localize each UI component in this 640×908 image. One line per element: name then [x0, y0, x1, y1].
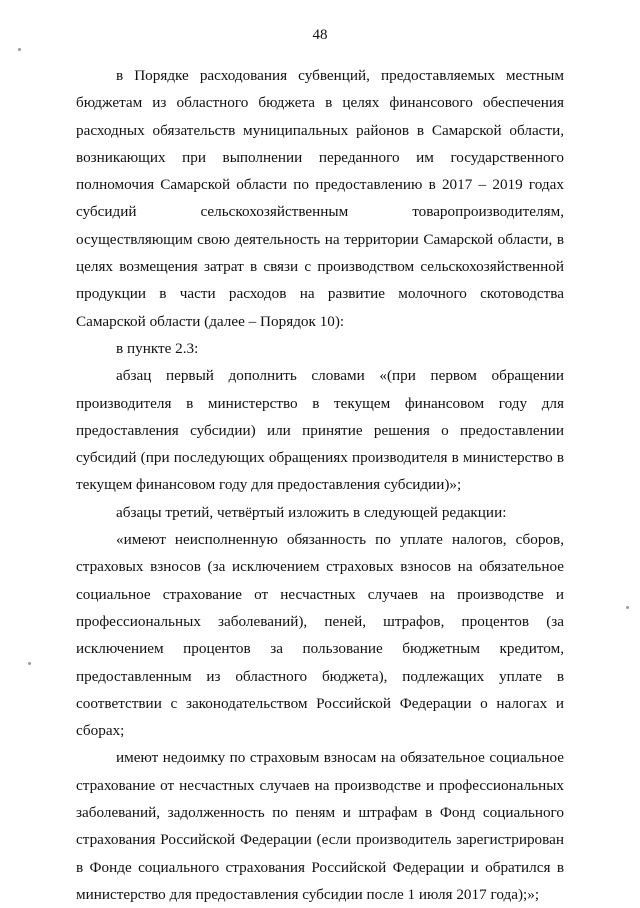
paragraph-abzacy-tretii-chetvertyi: абзацы третий, четвёртый изложить в следующей редакции: — [116, 503, 507, 521]
scan-speck — [626, 606, 629, 609]
paragraph-punkt-2-3: в пункте 2.3: — [116, 339, 199, 357]
document-body — [76, 62, 564, 908]
scan-speck — [18, 48, 21, 51]
paragraph-abzac-pervyi: абзац первый дополнить словами «(при первом обращении производителя в министерство в текущем финансовом году для предоставления субсидии) или принятие решения о предоставлении субсидий (при последующих обращениях производителя в министерство в текущем финансовом году для предоставления субсидии)»; — [76, 367, 564, 494]
paragraph-poryadok-10: в Порядке расходования субвенций, предоставляемых местным бюджетам из областного бюджета в целях финансового обеспечения расходных обязательств муниципальных районов в Самарской области, возникающих при выполнении переданного им государственного полномочия Самарской области по предоставлению в 2017 – 2019 годах субсидий сельскохозяйственным товаропроизводителям, осуществляющим свою деятельность на территории Самарской области, в целях возмещения затрат в связи с производством сельскохозяйственной продукции в части расходов на развитие молочного скотоводства Самарской области (далее – Порядок 10): — [76, 67, 564, 330]
page-number: 48 — [312, 27, 328, 43]
scan-speck — [28, 662, 31, 665]
paragraph-neispolnennaya-obyazannost: «имеют неисполненную обязанность по уплате налогов, сборов, страховых взносов (за исключением страховых взносов на обязательное социальное страхование от несчастных случаев на производстве и профессиональных заболеваний), пеней, штрафов, процентов (за исключением процентов за пользование бюджетным кредитом, предоставленным из областного бюджета), подлежащих уплате в соответствии с законодательством Российской Федерации о налогах и сборах; — [76, 531, 564, 740]
paragraph-nedoimka: имеют недоимку по страховым взносам на обязательное социальное страхование от несчастных случаев на производстве и профессиональных заболеваний, задолженность по пеням и штрафам в Фонд социального страхования Российской Федерации (если производитель зарегистрирован в Фонде социального страхования Российской Федерации и обратился в министерство для предоставления субсидии после 1 июля 2017 года);»; — [76, 749, 564, 903]
